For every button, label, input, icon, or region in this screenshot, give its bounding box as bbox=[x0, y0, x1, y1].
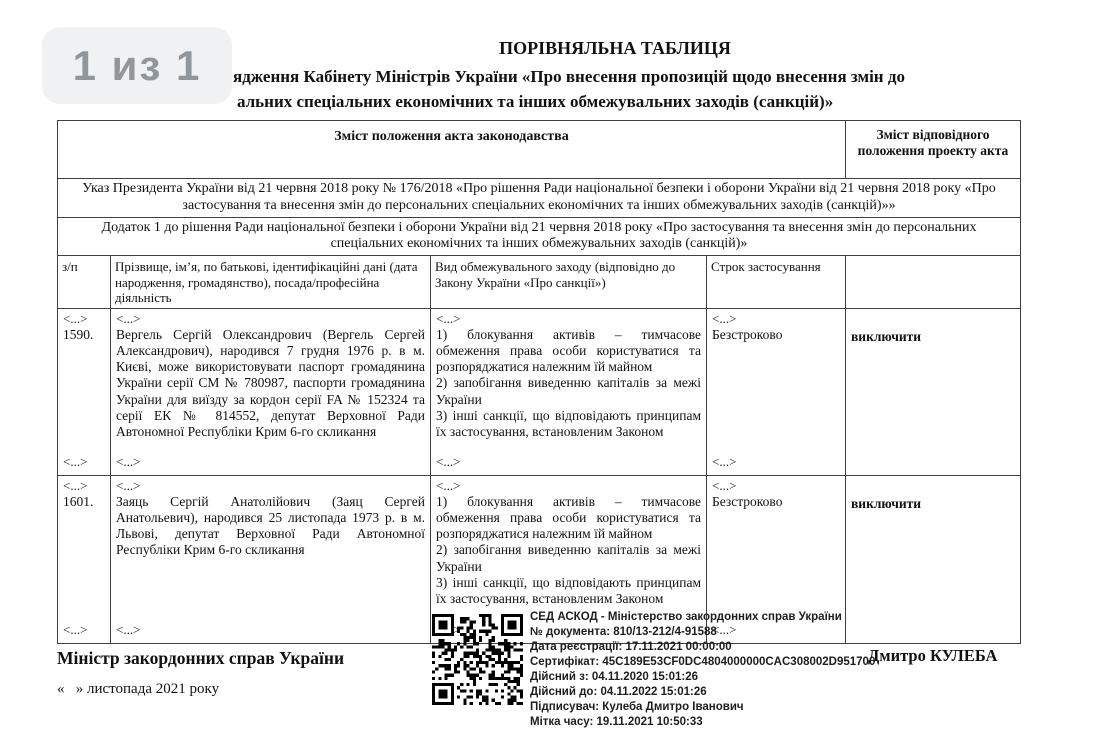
stamp-system: СЕД АСКОД - Міністерство закордонних справ України bbox=[530, 611, 842, 623]
column-header-project bbox=[846, 256, 1021, 309]
measure-item: 2) запобігання виведенню капіталів за межі України bbox=[436, 375, 701, 407]
signer-name: Дмитро КУЛЕБА bbox=[868, 646, 998, 665]
ellipsis-marker: <...> bbox=[63, 311, 88, 327]
column-header-term: Строк застосування bbox=[707, 256, 846, 309]
term-value: Безстроково bbox=[712, 326, 783, 342]
stamp-valid-from: Дійсний з: 04.11.2020 15:01:26 bbox=[530, 671, 699, 683]
measure-item: 1) блокування активів – тимчасове обмеження права особи користуватися та розпоряджатися належним їй майном bbox=[436, 326, 701, 375]
qr-code-icon bbox=[432, 614, 523, 705]
table-header-left: Зміст положення акта законодавства bbox=[58, 121, 846, 179]
project-action: виключити bbox=[851, 496, 922, 512]
table-row bbox=[58, 309, 1021, 476]
measure-item: 3) інші санкції, що відповідають принципам їх застосування, встановленим Законом bbox=[436, 407, 701, 439]
stamp-certificate: Сертифікат: 45C189E53CF0DC4804000000CAC308002D951700 bbox=[530, 656, 876, 668]
ellipsis-marker: <...> bbox=[116, 453, 141, 469]
measure-item: 1) блокування активів – тимчасове обмеження права особи користуватися та розпоряджатися належним їй майном bbox=[436, 493, 701, 542]
person-description: Заяць Сергій Анатолійович (Заяц Сергей Анатольевич), народився 25 листопада 1973 р. в м. Львові, депутат Верховної Ради Автономної Республіки Крим 6-го скликання bbox=[116, 493, 425, 558]
document-title: ПОРІВНЯЛЬНА ТАБЛИЦЯ bbox=[499, 38, 731, 58]
project-action: виключити bbox=[851, 329, 922, 345]
comparison-table bbox=[57, 120, 1020, 644]
ellipsis-marker: <...> bbox=[63, 621, 88, 637]
decree-reference-row: Указ Президента України від 21 червня 2018 року № 176/2018 «Про рішення Ради національної безпеки і оборони України від 21 червня 2018 року «Про застосування та внесення змін до персональних спеціальних економічних та інших обмежувальних заходів (санкцій)»» bbox=[58, 179, 1021, 218]
person-description: Вергель Сергій Олександрович (Вергель Сергей Александрович), народився 7 грудня 1976 р. в м. Києві, може використовувати паспорт громадянина України серії СМ № 780987, паспорти громадянина України для виїзду за кордон серії FA № 152324 та серії ЕК № 814552, депутат Верховної Ради Автономної Республіки Крим 6-го скликання bbox=[116, 326, 425, 439]
ellipsis-marker: <...> bbox=[712, 478, 737, 494]
measure-item: 2) запобігання виведенню капіталів за межі України bbox=[436, 542, 701, 574]
stamp-timestamp: Мітка часу: 19.11.2021 10:50:33 bbox=[530, 716, 703, 728]
ellipsis-marker: <...> bbox=[63, 478, 88, 494]
document-subtitle-line2: альних спеціальних економічних та інших обмежувальних заходів (санкцій)» bbox=[237, 92, 834, 111]
measure-item: 3) інші санкції, що відповідають принципам їх застосування, встановленим Законом bbox=[436, 574, 701, 606]
ellipsis-marker: <...> bbox=[436, 453, 461, 469]
ellipsis-marker: <...> bbox=[116, 311, 141, 327]
ellipsis-marker: <...> bbox=[712, 311, 737, 327]
ellipsis-marker: <...> bbox=[712, 621, 737, 637]
stamp-valid-to: Дійсний до: 04.11.2022 15:01:26 bbox=[530, 686, 707, 698]
page-indicator bbox=[42, 27, 232, 104]
annex-reference-row: Додаток 1 до рішення Ради національної безпеки і оборони України від 21 червня 2018 року «Про застосування та внесення змін до персональних спеціальних економічних та інших обмежувальних заходів (санкцій)» bbox=[58, 217, 1021, 256]
ellipsis-marker: <...> bbox=[436, 478, 461, 494]
row-number: 1601. bbox=[63, 493, 94, 509]
column-header-measure: Вид обмежувального заходу (відповідно до Закону України «Про санкції») bbox=[431, 256, 707, 309]
ellipsis-marker: <...> bbox=[116, 478, 141, 494]
stamp-reg-date: Дата реєстрації: 17.11.2021 00:00:00 bbox=[530, 641, 732, 653]
ellipsis-marker: <...> bbox=[116, 621, 141, 637]
term-value: Безстроково bbox=[712, 493, 783, 509]
document-subtitle-line1: ядження Кабінету Міністрів України «Про внесення пропозицій щодо внесення змін до bbox=[233, 67, 905, 86]
ellipsis-marker: <...> bbox=[63, 453, 88, 469]
signature-date-line: « » листопада 2021 року bbox=[57, 681, 220, 697]
column-header-person: Прізвище, ім’я, по батькові, ідентифікаційні дані (дата народження, громадянство), посада/професійна діяльність bbox=[111, 256, 431, 309]
page-indicator-label: 1 из 1 bbox=[72, 41, 202, 89]
stamp-signer: Підписувач: Кулеба Дмитро Іванович bbox=[530, 701, 744, 713]
stamp-doc-number: № документа: 810/13-212/4-91588 bbox=[530, 626, 717, 638]
ellipsis-marker: <...> bbox=[436, 311, 461, 327]
table-header-right: Зміст відповідного положення проекту акта bbox=[846, 121, 1021, 179]
column-header-num: з/п bbox=[58, 256, 111, 309]
ellipsis-marker: <...> bbox=[712, 453, 737, 469]
minister-title: Міністр закордонних справ України bbox=[57, 648, 345, 668]
row-number: 1590. bbox=[63, 326, 94, 342]
